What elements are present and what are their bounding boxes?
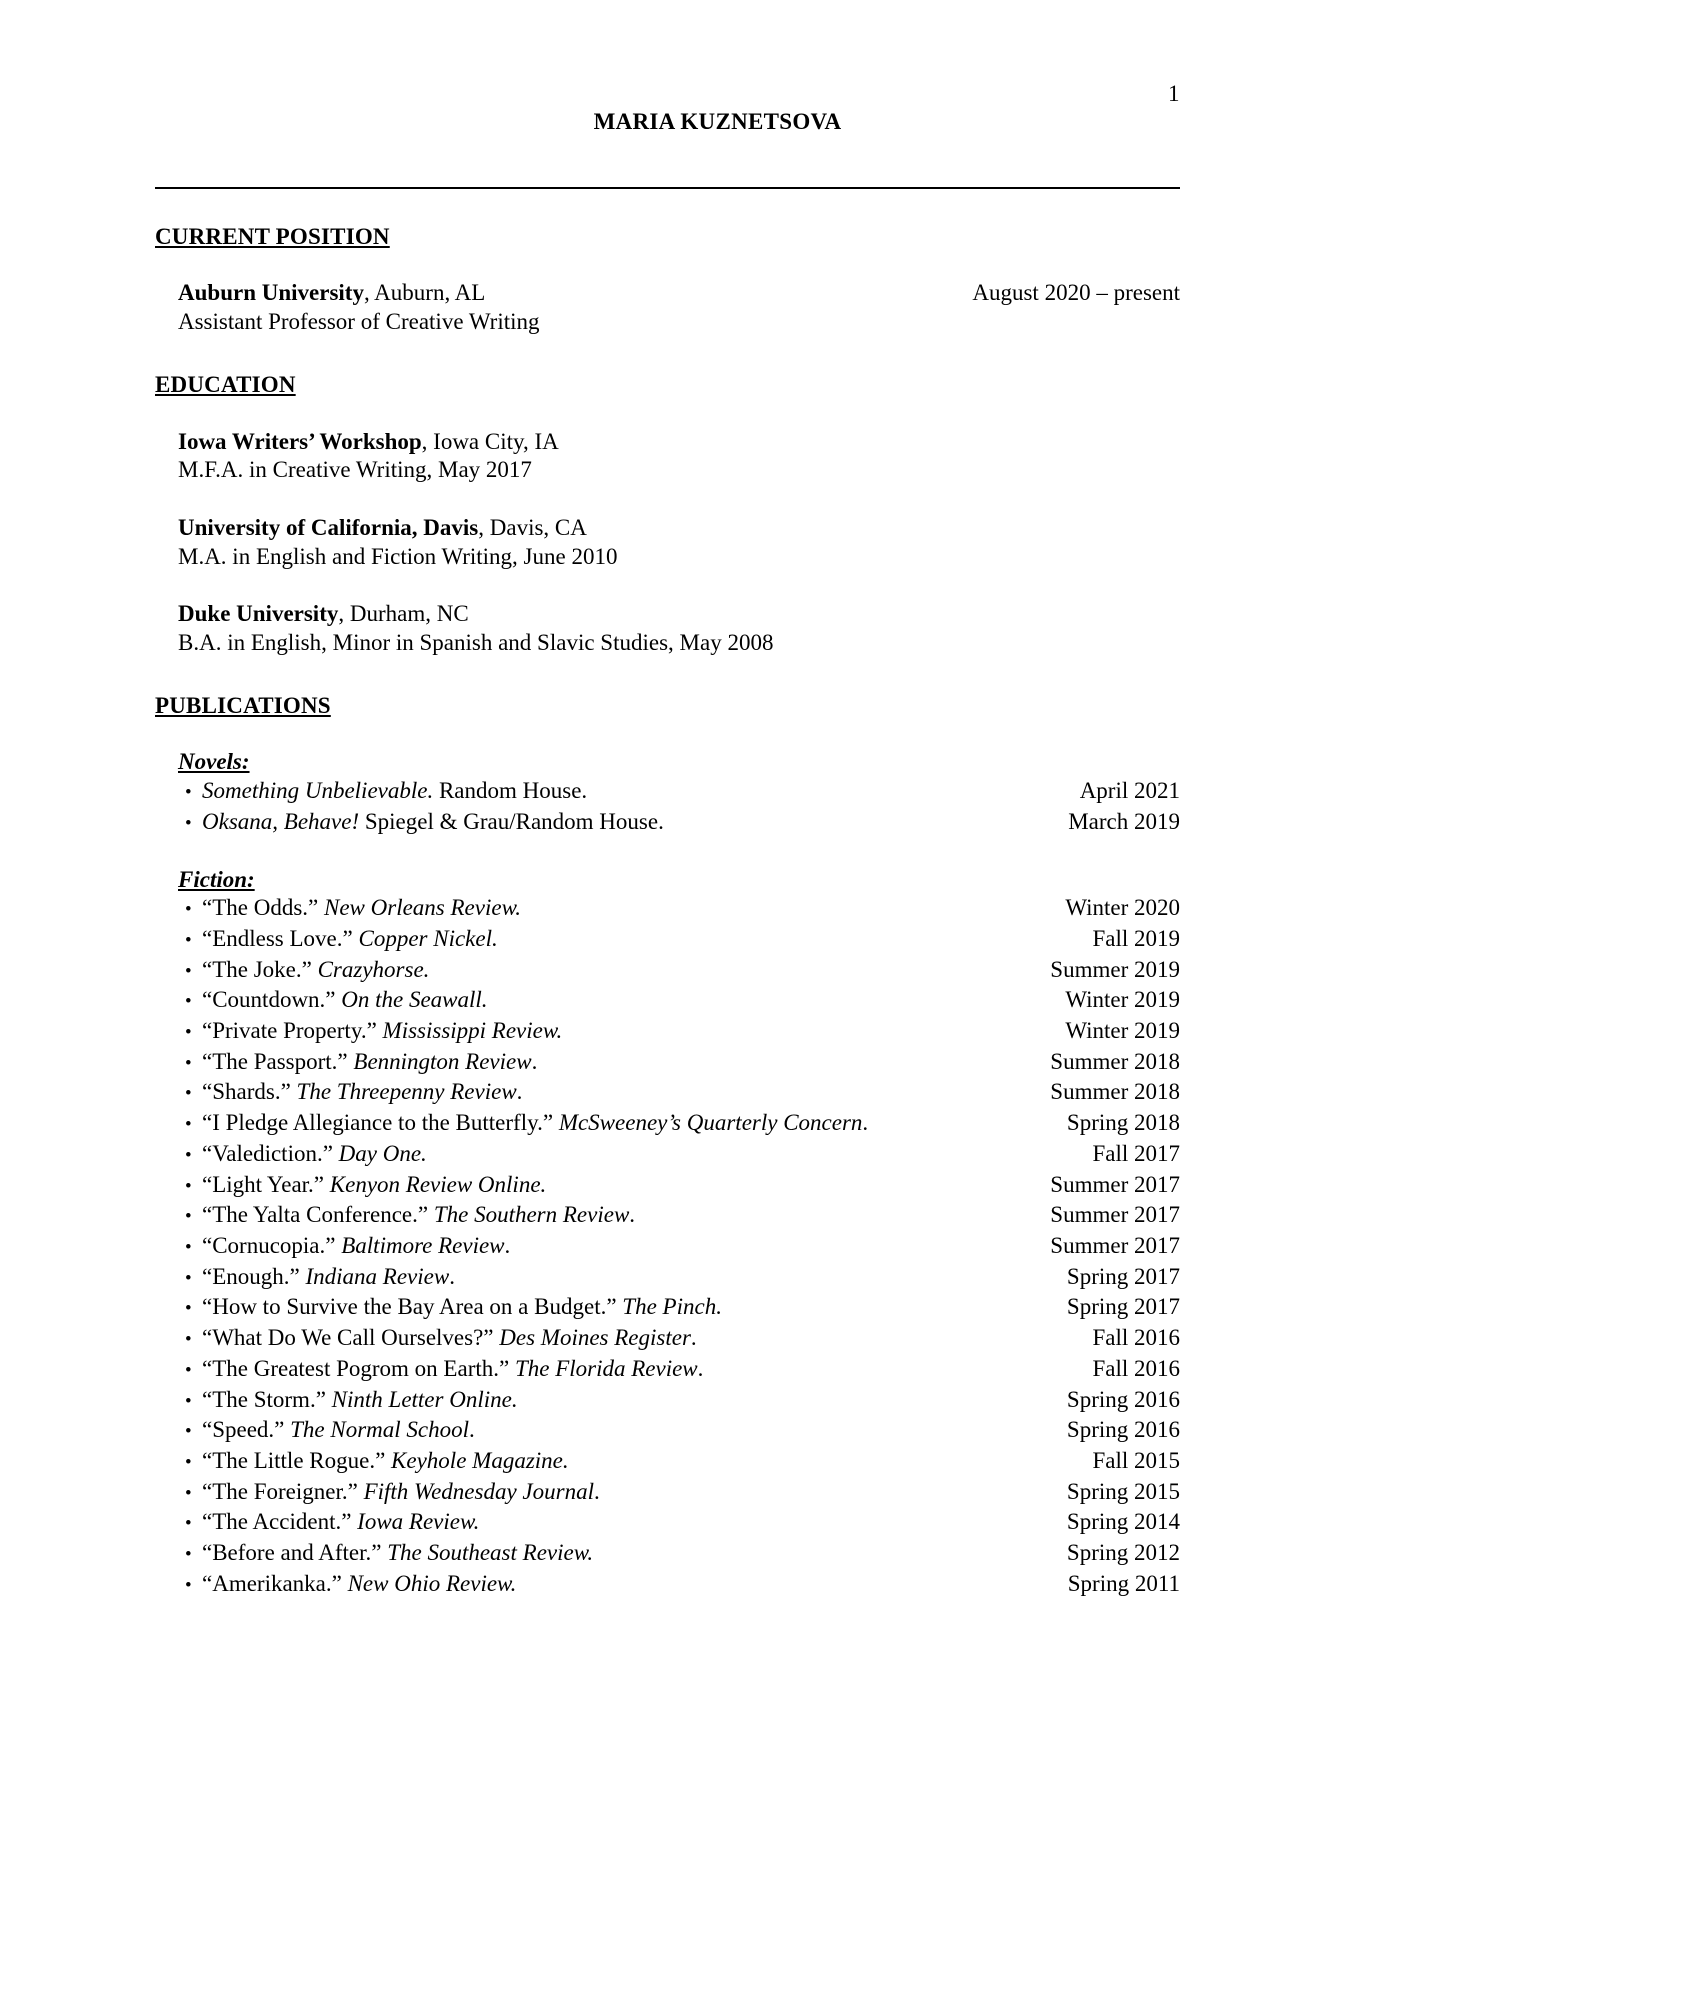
publication-subsection-heading: Novels: bbox=[178, 749, 250, 775]
publication-date: Spring 2016 bbox=[1066, 1417, 1180, 1443]
publication-text: “How to Survive the Bay Area on a Budget.” The Pinch. bbox=[202, 1294, 722, 1320]
section-publications bbox=[155, 692, 1180, 1601]
publication-text: “What Do We Call Ourselves?” Des Moines Register. bbox=[202, 1325, 697, 1351]
cv-entry bbox=[178, 514, 1180, 571]
current-position-heading: CURRENT POSITION bbox=[155, 223, 390, 249]
entry-heading-line bbox=[178, 279, 1180, 308]
publication-text: “Countdown.” On the Seawall. bbox=[202, 987, 488, 1013]
bullet-icon: • bbox=[185, 1144, 192, 1166]
publication-text: “Private Property.” Mississippi Review. bbox=[202, 1018, 563, 1044]
publication-text: “Shards.” The Threepenny Review. bbox=[202, 1079, 523, 1105]
bullet-icon: • bbox=[185, 1482, 192, 1504]
entry-detail: M.F.A. in Creative Writing, May 2017 bbox=[178, 457, 532, 483]
publication-date: Winter 2020 bbox=[1065, 895, 1180, 921]
current-position-entries bbox=[178, 279, 1180, 336]
section-current-position bbox=[155, 223, 1180, 337]
publication-item bbox=[178, 1201, 1180, 1232]
publication-item bbox=[178, 956, 1180, 987]
publication-text: “I Pledge Allegiance to the Butterfly.” McSweeney’s Quarterly Concern. bbox=[202, 1110, 869, 1136]
publication-item bbox=[178, 986, 1180, 1017]
bullet-icon: • bbox=[185, 899, 192, 921]
bullet-icon: • bbox=[185, 1513, 192, 1535]
publication-item bbox=[178, 777, 1180, 808]
publication-text: “The Joke.” Crazyhorse. bbox=[202, 956, 430, 982]
cv-content bbox=[155, 0, 1180, 1600]
publication-list bbox=[178, 777, 1180, 838]
publication-date: Fall 2016 bbox=[1092, 1355, 1180, 1381]
publication-date: Spring 2012 bbox=[1066, 1540, 1180, 1566]
publication-date: Winter 2019 bbox=[1065, 1018, 1180, 1044]
bullet-icon: • bbox=[185, 1451, 192, 1473]
publication-text: “The Passport.” Bennington Review. bbox=[202, 1048, 538, 1074]
publication-date: Winter 2019 bbox=[1065, 987, 1180, 1013]
bullet-icon: • bbox=[185, 1421, 192, 1443]
institution-location: , Durham, NC bbox=[338, 601, 469, 627]
publication-list bbox=[178, 894, 1180, 1600]
bullet-icon: • bbox=[185, 1359, 192, 1381]
publication-text: “Before and After.” The Southeast Review. bbox=[202, 1540, 594, 1566]
entry-detail: Assistant Professor of Creative Writing bbox=[178, 309, 540, 335]
bullet-icon: • bbox=[185, 1267, 192, 1289]
bullet-icon: • bbox=[185, 782, 192, 804]
publication-text: “The Little Rogue.” Keyhole Magazine. bbox=[202, 1447, 569, 1473]
bullet-icon: • bbox=[185, 1298, 192, 1320]
bullet-icon: • bbox=[185, 1052, 192, 1074]
section-education bbox=[155, 371, 1180, 658]
publication-date: Spring 2017 bbox=[1066, 1294, 1180, 1320]
bullet-icon: • bbox=[185, 929, 192, 951]
publication-item bbox=[178, 1232, 1180, 1263]
publication-date: Summer 2019 bbox=[1050, 956, 1180, 982]
bullet-icon: • bbox=[185, 960, 192, 982]
page-number: 1 bbox=[1168, 81, 1180, 106]
entry-heading-line bbox=[178, 428, 1180, 457]
bullet-icon: • bbox=[185, 812, 192, 834]
publication-item bbox=[178, 1478, 1180, 1509]
publication-item bbox=[178, 1140, 1180, 1171]
publication-date: Fall 2017 bbox=[1092, 1140, 1180, 1166]
publication-date: Summer 2017 bbox=[1050, 1232, 1180, 1258]
bullet-icon: • bbox=[185, 1544, 192, 1566]
publication-item bbox=[178, 1078, 1180, 1109]
publication-item bbox=[178, 1293, 1180, 1324]
bullet-icon: • bbox=[185, 1175, 192, 1197]
publication-date: Spring 2016 bbox=[1066, 1386, 1180, 1412]
cv-entry bbox=[178, 600, 1180, 657]
entry-detail: B.A. in English, Minor in Spanish and Slavic Studies, May 2008 bbox=[178, 630, 774, 656]
cv-entry bbox=[178, 428, 1180, 485]
institution-location: , Davis, CA bbox=[478, 514, 587, 540]
institution-location: , Auburn, AL bbox=[363, 280, 486, 306]
publication-item bbox=[178, 1355, 1180, 1386]
cv-entry bbox=[178, 279, 1180, 336]
publication-text: “Enough.” Indiana Review. bbox=[202, 1263, 455, 1289]
publication-date: Spring 2017 bbox=[1066, 1263, 1180, 1289]
bullet-icon: • bbox=[185, 1236, 192, 1258]
entry-date: August 2020 – present bbox=[972, 280, 1180, 306]
publication-item bbox=[178, 1570, 1180, 1601]
publication-item bbox=[178, 1508, 1180, 1539]
institution-location: , Iowa City, IA bbox=[421, 428, 559, 454]
publication-text: Oksana, Behave! Spiegel & Grau/Random House. bbox=[202, 808, 664, 834]
publication-item bbox=[178, 894, 1180, 925]
horizontal-divider bbox=[155, 187, 1180, 189]
entry-heading-line bbox=[178, 514, 1180, 543]
publication-date: Summer 2018 bbox=[1050, 1079, 1180, 1105]
publication-text: “The Yalta Conference.” The Southern Review. bbox=[202, 1202, 636, 1228]
publication-text: “The Odds.” New Orleans Review. bbox=[202, 895, 521, 921]
publication-subsection-heading: Fiction: bbox=[178, 866, 255, 892]
institution-name: Auburn University bbox=[178, 280, 364, 306]
publication-text: “Amerikanka.” New Ohio Review. bbox=[202, 1570, 517, 1596]
publication-date: Spring 2015 bbox=[1066, 1478, 1180, 1504]
publication-item bbox=[178, 1447, 1180, 1478]
bullet-icon: • bbox=[185, 1114, 192, 1136]
publication-date: Spring 2018 bbox=[1066, 1110, 1180, 1136]
publication-text: “Endless Love.” Copper Nickel. bbox=[202, 925, 498, 951]
institution-name: Duke University bbox=[178, 601, 339, 627]
publication-item bbox=[178, 925, 1180, 956]
entry-detail: M.A. in English and Fiction Writing, June 2010 bbox=[178, 543, 618, 569]
publication-text: Something Unbelievable. Random House. bbox=[202, 778, 588, 804]
publication-item bbox=[178, 1386, 1180, 1417]
publication-date: March 2019 bbox=[1068, 808, 1180, 834]
publication-text: “Speed.” The Normal School. bbox=[202, 1417, 475, 1443]
bullet-icon: • bbox=[185, 1390, 192, 1412]
publication-text: “Valediction.” Day One. bbox=[202, 1140, 427, 1166]
bullet-icon: • bbox=[185, 991, 192, 1013]
publication-item bbox=[178, 1048, 1180, 1079]
publication-text: “Light Year.” Kenyon Review Online. bbox=[202, 1171, 547, 1197]
bullet-icon: • bbox=[185, 1206, 192, 1228]
education-entries bbox=[178, 428, 1180, 658]
bullet-icon: • bbox=[185, 1329, 192, 1351]
publication-item bbox=[178, 1017, 1180, 1048]
institution-name: University of California, Davis bbox=[178, 514, 479, 540]
entry-heading-line bbox=[178, 600, 1180, 629]
publication-date: Spring 2011 bbox=[1067, 1570, 1180, 1596]
publication-item bbox=[178, 1171, 1180, 1202]
publication-text: “Cornucopia.” Baltimore Review. bbox=[202, 1232, 511, 1258]
publication-date: Spring 2014 bbox=[1066, 1509, 1180, 1535]
publication-date: Fall 2016 bbox=[1092, 1325, 1180, 1351]
publication-date: Summer 2017 bbox=[1050, 1171, 1180, 1197]
publication-item bbox=[178, 808, 1180, 839]
bullet-icon: • bbox=[185, 1022, 192, 1044]
institution-name: Iowa Writers’ Workshop bbox=[178, 428, 422, 454]
education-heading: EDUCATION bbox=[155, 371, 296, 397]
bullet-icon: • bbox=[185, 1574, 192, 1596]
bullet-icon: • bbox=[185, 1083, 192, 1105]
publication-date: Fall 2019 bbox=[1092, 925, 1180, 951]
publication-item bbox=[178, 1324, 1180, 1355]
publication-date: Summer 2018 bbox=[1050, 1048, 1180, 1074]
publication-date: Fall 2015 bbox=[1092, 1447, 1180, 1473]
publications-body bbox=[178, 748, 1180, 1600]
publication-item bbox=[178, 1109, 1180, 1140]
publication-text: “The Foreigner.” Fifth Wednesday Journal. bbox=[202, 1478, 600, 1504]
publication-text: “The Accident.” Iowa Review. bbox=[202, 1509, 480, 1535]
publication-text: “The Storm.” Ninth Letter Online. bbox=[202, 1386, 518, 1412]
publication-item bbox=[178, 1539, 1180, 1570]
page-title: MARIA KUZNETSOVA bbox=[593, 109, 842, 134]
publication-text: “The Greatest Pogrom on Earth.” The Florida Review. bbox=[202, 1355, 704, 1381]
publication-date: April 2021 bbox=[1079, 778, 1180, 804]
publication-item bbox=[178, 1263, 1180, 1294]
publication-item bbox=[178, 1416, 1180, 1447]
publication-date: Summer 2017 bbox=[1050, 1202, 1180, 1228]
publications-heading: PUBLICATIONS bbox=[155, 692, 331, 718]
